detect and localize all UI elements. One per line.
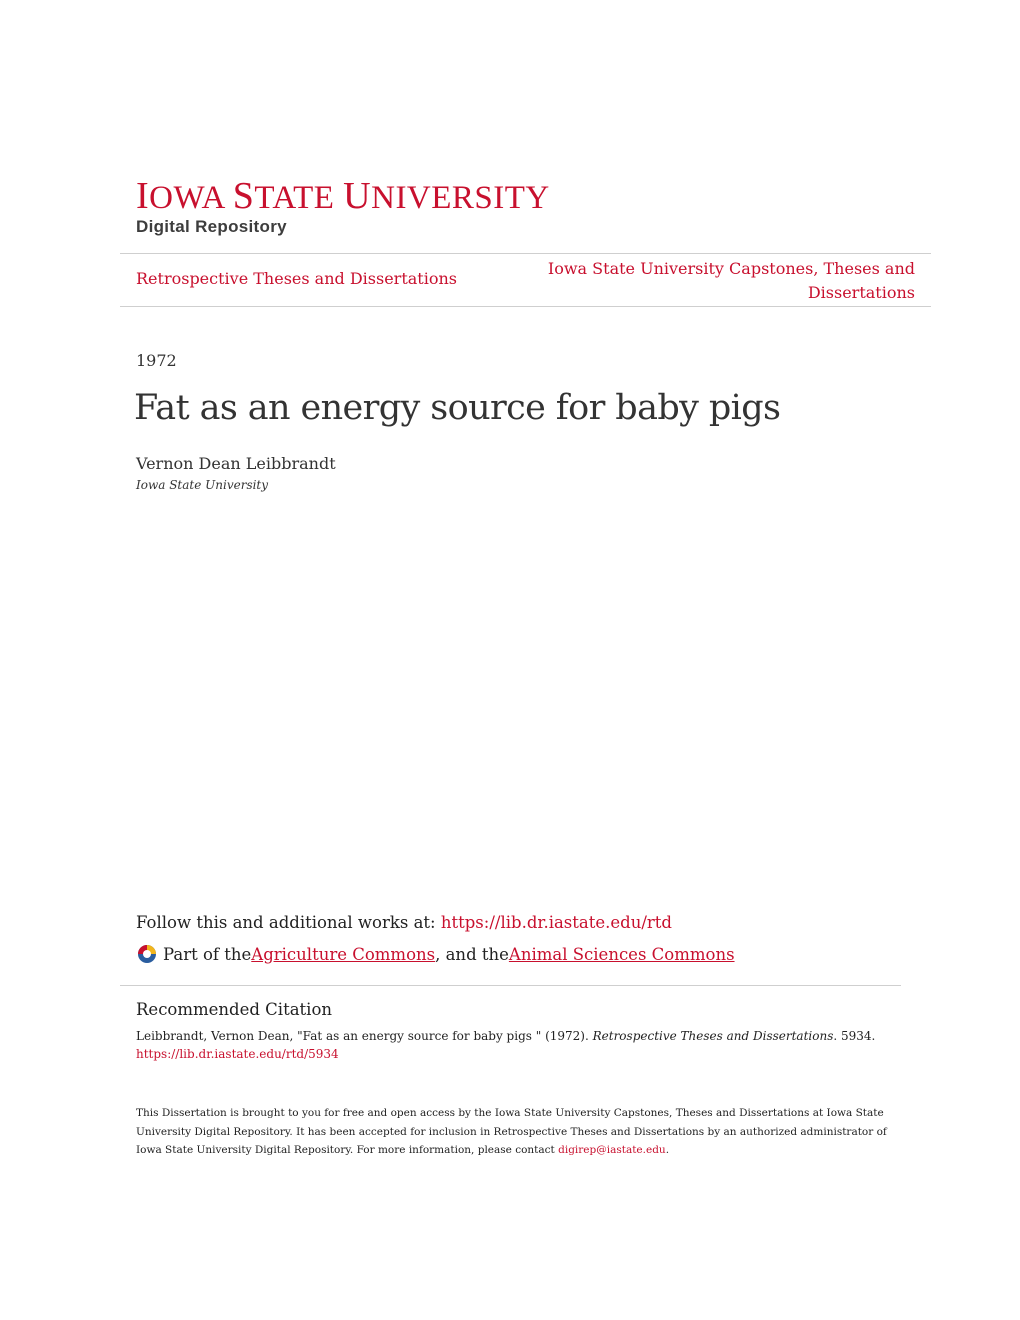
divider <box>120 985 901 986</box>
logo-letter: S <box>232 175 255 217</box>
citation-suffix: . 5934. <box>833 1029 876 1043</box>
publication-year: 1972 <box>136 351 177 370</box>
logo-letter: I <box>136 175 150 217</box>
citation-prefix: Leibbrandt, Vernon Dean, "Fat as an energy source for baby pigs " (1972). <box>136 1029 593 1043</box>
author-affiliation: Iowa State University <box>136 478 269 492</box>
follow-prefix: Follow this and additional works at: <box>136 913 441 932</box>
logo-text: TATE <box>254 180 344 216</box>
commons-network-icon <box>136 943 158 965</box>
part-of-prefix: Part of the <box>163 944 252 964</box>
logo-text: OWA <box>149 180 233 216</box>
document-title: Fat as an energy source for baby pigs <box>134 388 781 428</box>
footer-end: . <box>665 1144 670 1156</box>
logo-wordmark <box>136 175 550 217</box>
logo-letter: U <box>343 175 372 217</box>
footer-notice <box>136 1104 896 1160</box>
contact-email-link[interactable]: digirep@iastate.edu <box>558 1144 666 1156</box>
university-logo <box>136 175 550 237</box>
citation-url-link[interactable]: https://lib.dr.iastate.edu/rtd/5934 <box>136 1047 339 1061</box>
animal-sciences-commons-link[interactable]: Animal Sciences Commons <box>508 944 735 964</box>
follow-line <box>136 913 672 932</box>
logo-subtitle: Digital Repository <box>136 217 287 236</box>
parent-collection-link[interactable] <box>535 257 915 305</box>
parent-collection-line1: Iowa State University Capstones, Theses and <box>547 259 915 278</box>
author-name: Vernon Dean Leibbrandt <box>136 454 336 473</box>
follow-url-link[interactable]: https://lib.dr.iastate.edu/rtd <box>440 913 672 932</box>
citation-text <box>136 1027 906 1063</box>
part-of-middle: , and the <box>435 944 509 964</box>
logo-text: NIVERSITY <box>371 180 550 216</box>
citation-heading: Recommended Citation <box>136 1000 333 1019</box>
footer-text: This Dissertation is brought to you for free and open access by the Iowa State University Capstones, Theses and Dissertations at Iowa State University Digital Repository. It has been accepted for inclusion in Retrospective Theses and Dissertations by an authorized administrator of Iowa State University Digital Repository. For more information, please contact <box>136 1107 887 1156</box>
parent-collection-line2: Dissertations <box>807 283 915 302</box>
agriculture-commons-link[interactable]: Agriculture Commons <box>251 944 436 964</box>
collection-link[interactable]: Retrospective Theses and Dissertations <box>136 269 457 288</box>
divider <box>120 253 931 254</box>
part-of-line <box>136 943 735 965</box>
citation-series: Retrospective Theses and Dissertations <box>592 1029 834 1043</box>
divider <box>120 306 931 307</box>
